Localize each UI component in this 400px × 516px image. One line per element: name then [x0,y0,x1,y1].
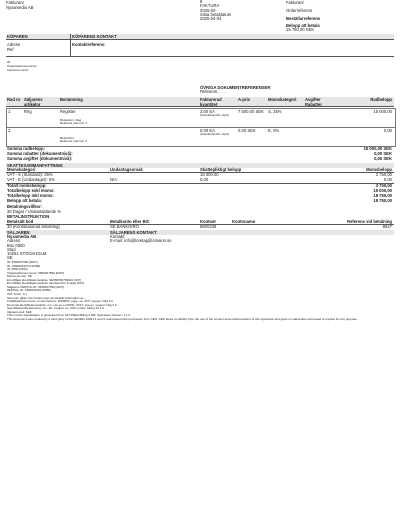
invoice-label: Fakturanr [6,0,24,5]
seller-contact-label: Kontakt: [110,234,126,239]
vat-row2-amount: 0,00 [383,177,392,182]
row1-price: 7 500,00 SEK [238,109,264,114]
seller-id-2: ID: 7080004327/6 [0088] [7,263,41,268]
row2-note-2: Referens (rad ref): 2 [60,139,88,143]
terms-title: Betalningsvillkor: [7,204,43,209]
row2-qty: 0,00 EA [200,128,215,133]
pay-bic: SE BANKGIRO [110,224,139,229]
vat-col-amount: Momsbelopp [366,167,392,172]
due-date-label: Sista betaldatum [200,12,232,17]
row2-qty-sub: (Kvantitetsnivå: styck) [200,132,230,136]
footer-line-6: Valutans kod: SEK [7,309,32,314]
col-qty: Fakturerad kvantitet [200,97,222,107]
header-right-fragment: Fakturanr [286,0,304,5]
order-ref-label: Orderreferens [286,8,313,13]
row1-nr: 1 [8,109,11,114]
buyer-title: KÖPAREN [7,33,28,39]
lines-sum-label: Summa radbelopp: [7,146,45,151]
footer-line-8: This document was created by a third party in the CEN/EN 16931-1 and is reproduced with permission from CEN. CEN bears no liability from the use of the content and implementation of this stylesheet and gives no warranties expressed or implied for any purpose. [7,316,358,321]
due-date: 2025-04-04 [200,16,222,21]
other-references-line: Referens: . . . [200,89,226,94]
row1-amount: 15 000,00 [373,109,392,114]
row1-note-2: Referens (rad ref): 1 [60,121,88,125]
row1-article: Reg [24,109,32,114]
pay-code: 30 (Kontobaserad betalning) [7,224,60,229]
discounts: 0,00 SEK [374,151,392,156]
footer-line-7: This invoice visualization is generated from SFTI/SEG Billing 3.0/B. Stylesheet Version: 1.1.0 [7,313,131,317]
seller-id-4: Organisationsnummer: 5566527590 [0007] [7,270,65,275]
vat-row1-cat: VAT - S (Standard): 25% [7,172,53,177]
seller-title: SÄLJAREN [7,229,30,235]
seller-id-7: Ett otillåtet identifikationsvärde: löneband för F-skatt [TAX] [7,281,84,285]
payment-ref: FAKTURA [200,3,220,8]
footer-line-1: VAT, konto: 0.1 [7,292,27,296]
seller-id-5: Momsnummer: SE [7,274,32,278]
vat-col-cat: Momskategori [7,167,36,172]
seller-country: SE [7,255,13,260]
other-references-title: ÖVRIGA DOKUMENTREFERENSER [200,85,271,90]
col-charges: Avgifter Rabatter [305,97,322,107]
seller-city: Stad [7,247,16,252]
seller-id-3: ID: 5590 [0100] [7,267,28,271]
vat-col-reason: Undantagsorsak [110,167,143,172]
vat-col-base: Skattepliktigt belopp [200,167,242,172]
buyer-contact-title: KÖPARENS KONTAKT [72,33,117,39]
col-price: A-pris [238,97,251,102]
buyer-id-label: ID: [7,60,11,64]
buyer-name-label: Köparens namn: [7,68,30,72]
vat-summary-title: SKATTESAMMANFATTNING [7,162,63,168]
excl-label: Totalbelopp exkl moms: [7,188,55,193]
pay-col-ref: Referens vid betalning [347,219,392,224]
incl: 18 750,00 [373,193,392,198]
payment-instr-title: BETALINSTRUKTION [7,214,50,219]
row2-price: 0,00 SEK [238,128,256,133]
invoice-date: 2025-03- [200,8,217,13]
footer-line-3: Kvalifikationsnummer om det behövs: 2000000; pepp. se. 0077 peppol. bilig 3.0 [7,299,113,303]
seller-street: Box 0000 [7,243,25,248]
vat-row2-cat: VAT - E (Undantaget): 0% [7,177,55,182]
vat-row1-amount: 3 750,00 [375,172,392,177]
buyer-ref-label: Ref [7,47,14,52]
pay-ref: 8847 [382,224,392,229]
row1-note-1: Bruttoform: Reg [60,118,82,122]
buyer-contact-ref-label: Kontaktreferens: [72,42,106,47]
seller-contact-title: SÄLJARENS KONTAKT [110,229,157,235]
footer-line-4: Ett annat identifikationsvärde: urn. cen.eu.en16931; 2017; poa.eu. peppol. bilig 3.0 [7,302,117,307]
seller-name-header: Nyxamedia AB [6,5,34,10]
col-name: Benämning [60,97,83,102]
row2-vat: E, 0% [268,128,280,133]
col-vat: Momskategori [268,97,297,102]
row2-amount: 0,00 [383,128,392,133]
seller-email: E-mail: info@loretag@omaion.se [110,238,172,243]
pay-account: 8800239 [200,224,217,229]
buyer-org-label: Organisationsnummer: [7,64,38,68]
seller-id-9: PEPPOL-ID: 7080004454 [0088] [7,288,51,292]
pay-col-name: Kontonamn [232,219,256,224]
buyer-ref-label: Beställarreferens [286,16,321,21]
col-article: Säljarens artikelnr [24,97,43,107]
total-vat: 3 750,00 [375,183,392,188]
amount-due-value: 15 750,00 SEK [286,27,315,32]
buyer-address-label: Adress [7,42,21,47]
total-vat-label: Totalt momsbelopp: [7,183,47,188]
excl: 15 000,00 [373,188,392,193]
pay-col-code: Betalsätt kod [7,219,34,224]
row2-note-1: Bruttoform: [60,136,75,140]
lines-sum: 15 000,00 SEK [363,146,392,151]
pay-col-bic: Betalkonto eller BIC [110,219,150,224]
pay-col-account: Kontoer [200,219,217,224]
seller-address-label: Adress [7,238,21,243]
row2-nr: 2 [8,128,11,133]
vat-row1-base: 15 000,00 [200,172,219,177]
seller-section-header [6,230,394,235]
col-line-nr: Rad nr [7,97,21,102]
terms-text: 30 Dagar / Undantaldande % [7,209,62,214]
seller-id-6: Ett otillåtet identifikationsvärde: SE556652759001 [VAT] [7,277,82,282]
row1-vat: S, 25% [268,109,282,114]
incl-label: Totalbelopp inkl moms: [7,193,54,198]
vat-row2-reason: N/A [110,177,117,182]
charges-label: Summa avgifter (dokumentnivå): [7,156,73,161]
amount-due-label: Belopp att betala [286,23,320,28]
row1-qty-sub: (Kvantitetsnivå: styck) [200,113,230,117]
charges: 0,00 SEK [374,156,392,161]
footer-line-2: Summan gäller inte kunder utan att särskilt information av ... [7,295,87,300]
prepaid: 18 750,00 [373,198,392,203]
seller-zip: 10251 STOCKHOLM [7,251,47,256]
row1-name: Register [60,109,76,114]
row1-qty: 2,00 EA [200,109,215,114]
col-amount: Radbelopp [370,97,392,102]
invoice-number: 8 [200,0,203,4]
seller-name: Nyxamedia AB [7,234,37,239]
discounts-label: Summa rabatter (dokumentnivå): [7,151,73,156]
prepaid-label: Belopp att betala: [7,198,43,203]
seller-id-1: ID: 5566527590 [0007] [7,260,38,264]
vat-row2-base: 0,00 [200,177,209,182]
footer-line-5: Specifikationsbestämning: urn. fdc. peppol. eu. 2017 poacc; billing 01 1.0 [7,306,105,310]
seller-id-8: Säljarens PEPPOL-ID: 5566527590 [0007] [7,284,64,289]
